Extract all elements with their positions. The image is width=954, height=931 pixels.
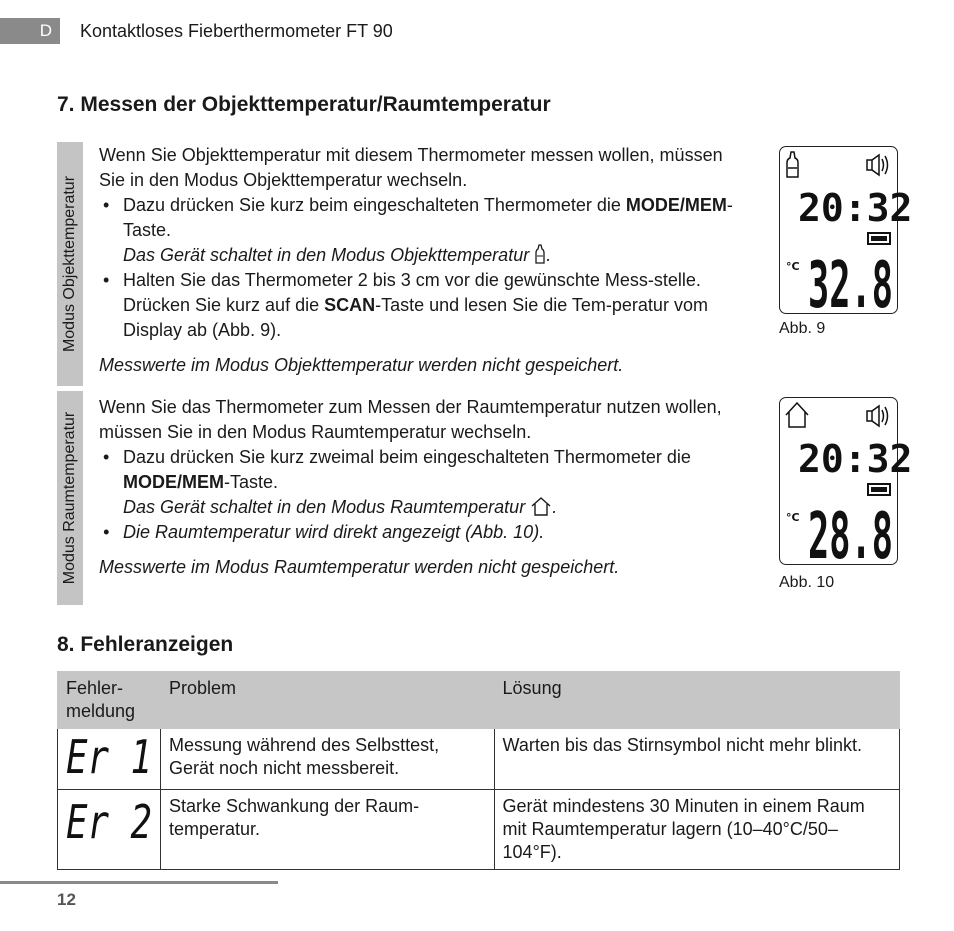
lcd-fig9-graphic — [780, 147, 913, 323]
error-table-header — [58, 672, 900, 729]
battery-icon — [868, 484, 890, 495]
footer-rule — [0, 881, 278, 884]
object-bullet-2: • Halten Sie das Thermometer 2 bis 3 cm vor die gewünschte Mess-stelle. Drücken Sie kurz auf die SCAN-Taste und lesen Sie die Tem-peratur vom Display ab (Abb. 9). — [99, 268, 749, 343]
lcd-unit: °C — [786, 260, 800, 273]
object-bullet-1: • Dazu drücken Sie kurz beim eingeschalteten Thermometer die MODE/MEM-Taste. Das Gerät schaltet in den Modus Objekttemperatur . — [99, 193, 749, 268]
mode-mem-key: MODE/MEM — [123, 472, 224, 492]
error-code-cell — [58, 790, 161, 870]
mode-mem-key: MODE/MEM — [625, 195, 727, 215]
room-mode-note: Das Gerät schaltet in den Modus Raumtemperatur . — [123, 497, 558, 517]
lcd-temperature: 32.8 — [808, 249, 893, 323]
lcd-unit: °C — [786, 511, 800, 524]
scan-key: SCAN — [324, 295, 376, 315]
svg-text:Er 2: Er 2 — [66, 795, 152, 849]
forehead-icon — [787, 152, 798, 177]
speaker-icon — [867, 155, 888, 175]
header-solution: Lösung — [494, 672, 899, 729]
error-code-er1 — [64, 730, 154, 784]
figure-10-caption: Abb. 10 — [779, 574, 835, 591]
problem-cell: Messung während des Selbsttest, Gerät noch nicht messbereit. — [161, 729, 495, 790]
table-row — [58, 790, 900, 870]
speaker-icon — [867, 406, 888, 426]
forehead-icon — [534, 244, 546, 264]
object-footnote: Messwerte im Modus Objekttemperatur werden nicht gespeichert. — [99, 355, 624, 375]
house-icon — [530, 496, 552, 516]
object-mode-tab — [57, 142, 83, 386]
section-8-heading: 8. Fehleranzeigen — [57, 633, 234, 656]
error-table — [57, 671, 900, 870]
section-7-heading: 7. Messen der Objekttemperatur/Raumtemperatur — [57, 93, 551, 116]
error-code-er2 — [64, 794, 154, 849]
lcd-time: 20:32 — [798, 186, 913, 230]
solution-cell: Gerät mindestens 30 Minuten in einem Raum mit Raumtemperatur lagern (10–40°C/50–104°F). — [494, 790, 899, 870]
object-mode-tab-label: Modus Objekttemperatur — [61, 175, 78, 353]
document-title: Kontaktloses Fieberthermometer FT 90 — [80, 21, 393, 41]
battery-icon — [868, 233, 890, 244]
lcd-fig10-graphic — [780, 398, 913, 574]
object-mode-note: Das Gerät schaltet in den Modus Objekttemperatur . — [123, 245, 552, 265]
figure-9-caption: Abb. 9 — [779, 320, 826, 337]
lcd-time: 20:32 — [798, 437, 913, 481]
room-intro: Wenn Sie das Thermometer zum Messen der Raumtemperatur nutzen wollen, müssen Sie in den Modus Raumtemperatur wechseln. — [99, 397, 722, 442]
header-problem: Problem — [161, 672, 495, 729]
object-mode-text — [99, 143, 749, 378]
room-mode-tab — [57, 391, 83, 605]
language-tab: D — [0, 18, 60, 44]
lcd-display-fig9 — [779, 146, 913, 323]
house-icon — [786, 403, 808, 427]
error-code-cell — [58, 729, 161, 790]
lcd-display-fig10 — [779, 397, 913, 574]
problem-cell: Starke Schwankung der Raum-temperatur. — [161, 790, 495, 870]
page-number: 12 — [57, 890, 76, 909]
header-error-code: Fehler-meldung — [58, 672, 161, 729]
object-intro: Wenn Sie Objekttemperatur mit diesem Thermometer messen wollen, müssen Sie in den Modus Objekttemperatur wechseln. — [99, 145, 723, 190]
room-bullet-2: • Die Raumtemperatur wird direkt angezeigt (Abb. 10). — [99, 520, 749, 545]
room-mode-text — [99, 395, 749, 580]
svg-text:Er 1: Er 1 — [66, 730, 152, 784]
room-footnote: Messwerte im Modus Raumtemperatur werden nicht gespeichert. — [99, 557, 620, 577]
table-row — [58, 729, 900, 790]
room-bullet-1: • Dazu drücken Sie kurz zweimal beim eingeschalteten Thermometer die MODE/MEM-Taste. Das Gerät schaltet in den Modus Raumtemperatur . — [99, 445, 749, 520]
room-mode-tab-label: Modus Raumtemperatur — [61, 411, 78, 585]
solution-cell: Warten bis das Stirnsymbol nicht mehr blinkt. — [494, 729, 899, 790]
lcd-temperature: 28.8 — [808, 500, 893, 574]
